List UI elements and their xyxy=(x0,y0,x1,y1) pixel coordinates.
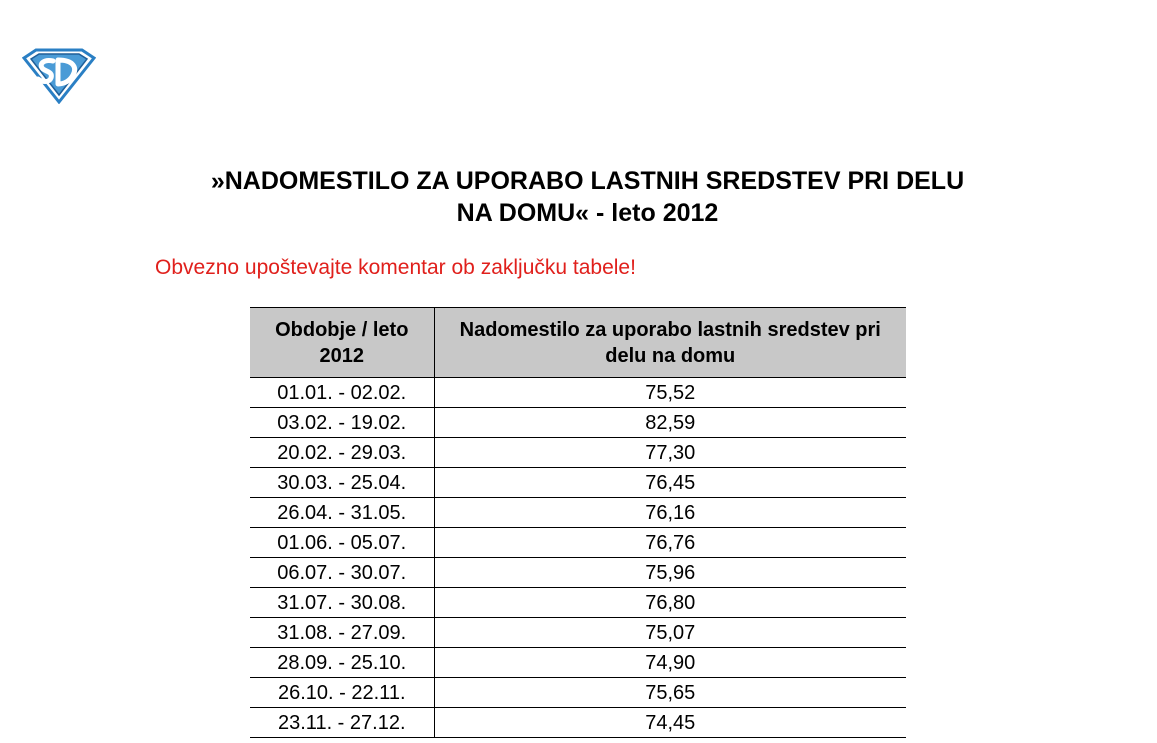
value-cell: 75,52 xyxy=(434,378,906,408)
title-line-2: NA DOMU« - leto 2012 xyxy=(456,199,719,227)
period-cell: 01.06. - 05.07. xyxy=(250,528,434,558)
document-title xyxy=(0,165,1157,229)
value-cell: 75,96 xyxy=(434,558,906,588)
table-row xyxy=(250,528,906,558)
warning-note: Obvezno upoštevajte komentar ob zaključku tabele! xyxy=(155,256,636,279)
table-row xyxy=(250,558,906,588)
table-row xyxy=(250,708,906,738)
table-row xyxy=(250,438,906,468)
period-cell: 28.09. - 25.10. xyxy=(250,648,434,678)
period-cell: 06.07. - 30.07. xyxy=(250,558,434,588)
table-row xyxy=(250,498,906,528)
title-line-1: »NADOMESTILO ZA UPORABO LASTNIH SREDSTEV PRI DELU xyxy=(210,167,965,195)
table-row xyxy=(250,588,906,618)
value-cell: 76,16 xyxy=(434,498,906,528)
period-cell: 03.02. - 19.02. xyxy=(250,408,434,438)
value-cell: 82,59 xyxy=(434,408,906,438)
header-period: Obdobje / leto 2012 xyxy=(250,308,434,378)
value-cell: 76,76 xyxy=(434,528,906,558)
period-cell: 20.02. - 29.03. xyxy=(250,438,434,468)
value-cell: 76,80 xyxy=(434,588,906,618)
period-cell: 23.11. - 27.12. xyxy=(250,708,434,738)
table-row xyxy=(250,618,906,648)
period-cell: 31.08. - 27.09. xyxy=(250,618,434,648)
value-cell: 77,30 xyxy=(434,438,906,468)
period-cell: 01.01. - 02.02. xyxy=(250,378,434,408)
value-cell: 75,07 xyxy=(434,618,906,648)
table-row xyxy=(250,408,906,438)
period-cell: 26.04. - 31.05. xyxy=(250,498,434,528)
rates-table xyxy=(250,307,906,738)
value-cell: 75,65 xyxy=(434,678,906,708)
table-row xyxy=(250,648,906,678)
period-cell: 26.10. - 22.11. xyxy=(250,678,434,708)
sd-logo-icon xyxy=(22,48,96,104)
period-cell: 31.07. - 30.08. xyxy=(250,588,434,618)
period-cell: 30.03. - 25.04. xyxy=(250,468,434,498)
value-cell: 74,45 xyxy=(434,708,906,738)
value-cell: 74,90 xyxy=(434,648,906,678)
table-row xyxy=(250,678,906,708)
value-cell: 76,45 xyxy=(434,468,906,498)
table-header-row xyxy=(250,308,906,378)
header-compensation: Nadomestilo za uporabo lastnih sredstev pri delu na domu xyxy=(434,308,906,378)
table-row xyxy=(250,378,906,408)
table-row xyxy=(250,468,906,498)
